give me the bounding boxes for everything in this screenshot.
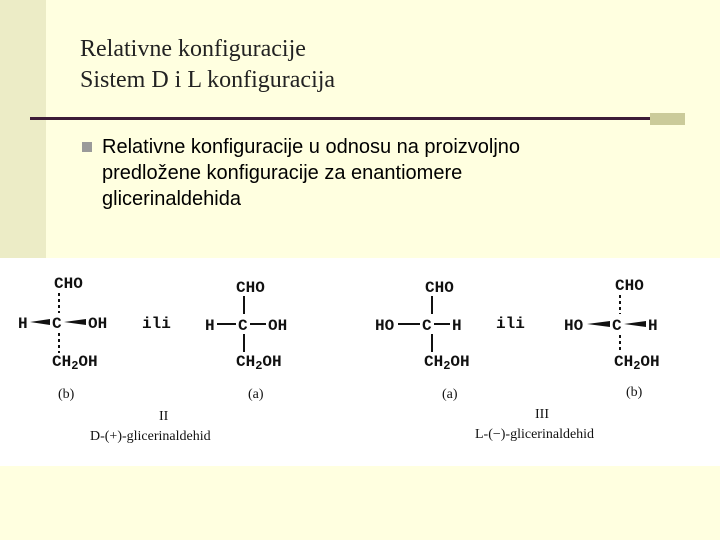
bullet-item <box>82 134 702 212</box>
title-line-1: Relativne konfiguracije <box>80 36 306 62</box>
group-l-name: L-(−)-glicerinaldehid <box>475 427 595 442</box>
mol2-left: H <box>205 317 215 335</box>
mol2-label: (a) <box>248 387 264 402</box>
sidebar-accent <box>0 0 46 258</box>
mol1-center: C <box>52 315 62 333</box>
divider-accent <box>650 113 685 125</box>
mol4-wedge-left <box>587 321 610 327</box>
mol4-label: (b) <box>626 385 643 400</box>
mol3-right: H <box>452 317 462 335</box>
mol3-label: (a) <box>442 387 458 402</box>
mol4-top: CHO <box>615 277 644 295</box>
slide-title <box>80 34 335 96</box>
title-line-2: Sistem D i L konfiguracija <box>80 67 336 93</box>
glyceraldehyde-figure <box>0 258 720 466</box>
bullet-text-line-3: glicerinaldehida <box>102 188 241 210</box>
ili-connector-1: ili <box>142 315 171 333</box>
mol3-bottom: CH2OH <box>424 353 470 373</box>
mol4-center: C <box>612 317 622 335</box>
mol1-left: H <box>18 315 28 333</box>
mol2-bottom: CH2OH <box>236 353 282 373</box>
mol4-bottom: CH2OH <box>614 353 660 373</box>
molecule-d-plain <box>205 279 287 402</box>
bullet-square-icon <box>82 142 92 152</box>
mol1-wedge-right <box>64 319 86 325</box>
mol1-top: CHO <box>54 275 83 293</box>
group-d-numeral: II <box>159 409 169 424</box>
molecule-d-wedge <box>18 275 107 402</box>
mol1-label: (b) <box>58 387 75 402</box>
bullet-text-line-1: Relativne konfiguracije u odnosu na proizvoljno <box>102 136 521 158</box>
mol2-top: CHO <box>236 279 265 297</box>
ili-connector-2: ili <box>496 315 525 333</box>
group-l-numeral: III <box>535 407 549 422</box>
title-divider <box>30 117 685 120</box>
mol2-right: OH <box>268 317 288 335</box>
molecule-l-wedge <box>564 277 660 400</box>
molecule-l-plain <box>375 279 470 402</box>
mol4-left: HO <box>564 317 584 335</box>
mol4-wedge-right <box>624 321 646 327</box>
mol3-center: C <box>422 317 432 335</box>
mol3-top: CHO <box>425 279 454 297</box>
mol1-wedge-left <box>30 319 50 325</box>
group-d-name: D-(+)-glicerinaldehid <box>90 429 211 444</box>
bullet-text-line-2: predložene konfiguracije za enantiomere <box>102 162 463 184</box>
structures-diagram <box>0 258 720 466</box>
mol3-left: HO <box>375 317 395 335</box>
mol2-center: C <box>238 317 248 335</box>
mol4-right: H <box>648 317 658 335</box>
mol1-right: OH <box>88 315 108 333</box>
mol1-bottom: CH2OH <box>52 353 98 373</box>
